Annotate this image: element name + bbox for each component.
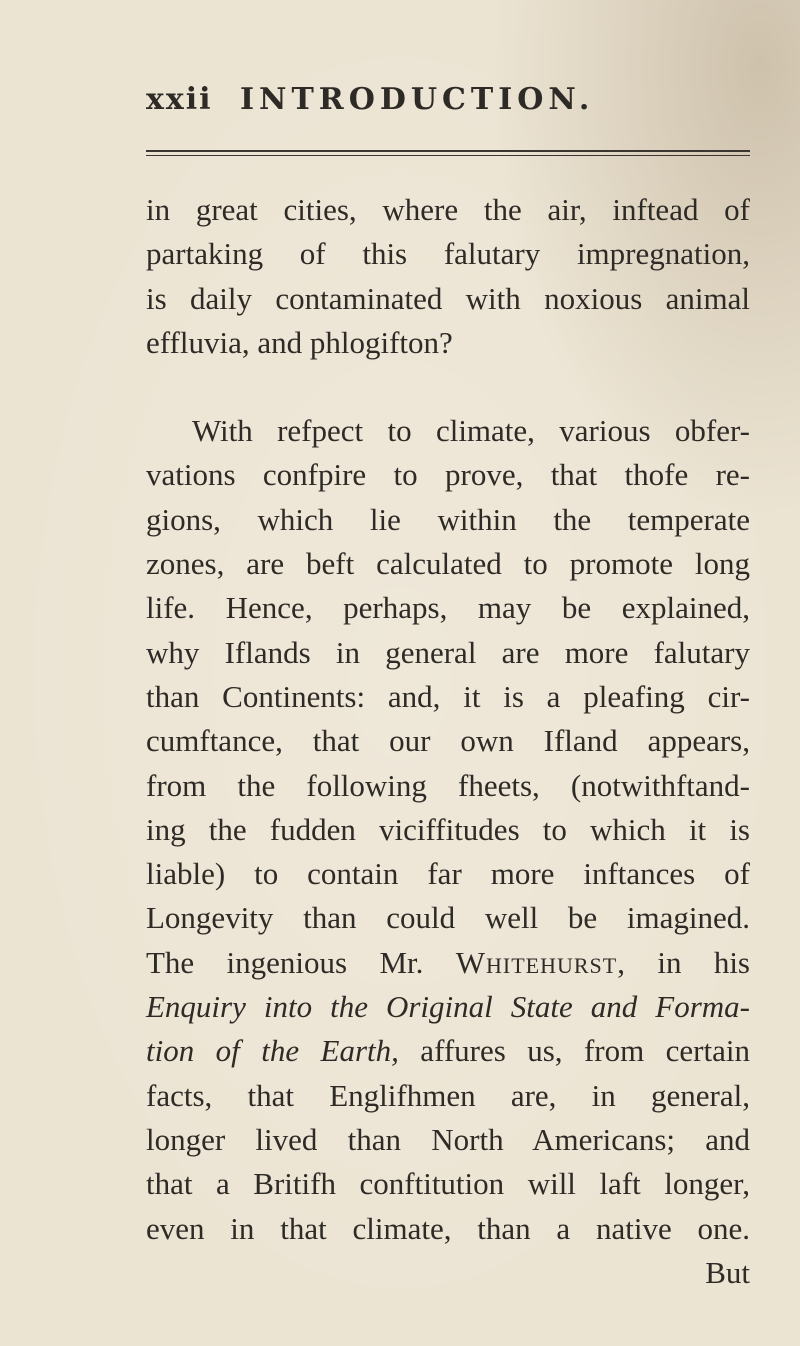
text-line: even in that climate, than a native one. [146, 1210, 750, 1246]
text-span: affures us, from certain [398, 1033, 750, 1069]
text-line [146, 1029, 750, 1073]
text-line: vations confpire to prove, that thofe re- [146, 457, 750, 493]
paragraph-gap [146, 365, 750, 409]
author-name: Whitehurst [455, 944, 618, 980]
text-line: Longevity than could well be imagined. [146, 900, 750, 936]
text-line: gions, which lie within the temperate [146, 501, 750, 537]
text-line: zones, are beft calculated to promote long [146, 546, 750, 582]
text-line: Enquiry into the Original State and Forma- [146, 989, 750, 1025]
header-rule [146, 150, 750, 156]
running-head: INTRODUCTION. [240, 82, 595, 117]
text-span: The ingenious Mr. [146, 944, 424, 980]
text-line: in great cities, where the air, inftead of [146, 192, 750, 227]
text-line: effluvia, and phlogifton? [146, 324, 453, 360]
text-line: partaking of this falutary impregnation, [146, 236, 750, 272]
text-line [146, 941, 750, 985]
text-line: ing the fudden viciffitudes to which it is [146, 811, 750, 847]
text-line: longer lived than North Americans; and [146, 1121, 750, 1157]
text-line: is daily contaminated with noxious animal [146, 280, 750, 316]
text-line: that a Britifh conftitution will laft longer, [146, 1166, 750, 1202]
text-line: facts, that Englifhmen are, in general, [146, 1077, 750, 1113]
text-line: than Continents: and, it is a pleafing cir- [146, 678, 750, 714]
catchword: But [705, 1254, 750, 1290]
text-line: With refpect to climate, various obfer- [192, 413, 750, 449]
book-title-span: tion of the Earth, [146, 1033, 399, 1069]
text-line: why Iflands in general are more falutary [146, 634, 750, 670]
body-text [146, 188, 750, 1295]
text-span: , in his [617, 944, 750, 980]
page-header [0, 82, 800, 132]
page-number: xxii [146, 82, 213, 117]
text-line: life. Hence, perhaps, may be explained, [146, 590, 750, 626]
text-line: cumftance, that our own Ifland appears, [146, 723, 750, 759]
text-line: liable) to contain far more inftances of [146, 856, 750, 892]
text-line: from the following fheets, (notwithftand- [146, 767, 750, 803]
